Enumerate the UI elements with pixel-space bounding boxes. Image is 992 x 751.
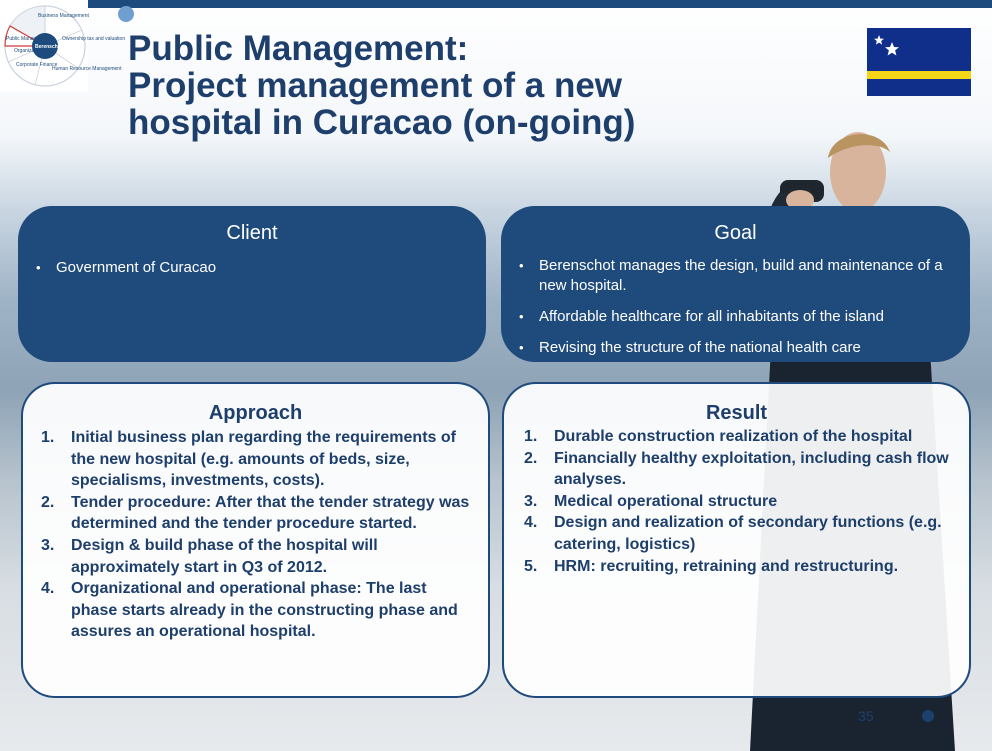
page-number: 35 (858, 708, 874, 724)
list-item: • Affordable healthcare for all inhabitants of the island (515, 307, 955, 327)
list-number: 2. (524, 449, 538, 467)
list-item: • Berenschot manages the design, build and maintenance of a new hospital. (515, 256, 955, 296)
list-number: 3. (41, 536, 55, 554)
diagram-segment-finance: Corporate Finance (16, 62, 58, 68)
list-text: Organizational and operational phase: The last phase starts already in the constructing phase and assures an operational hospital. (71, 580, 458, 641)
diagram-segment-organization: Organization (14, 48, 43, 54)
list-number: 2. (41, 493, 55, 511)
result-heading: Result (705, 402, 768, 424)
end-dot (922, 710, 934, 722)
title-line-3: hospital in Curacao (on-going) (128, 103, 636, 142)
goal-heading: Goal (714, 222, 757, 244)
list-text: Design & build phase of the hospital will approximately start in Q3 of 2012. (71, 536, 378, 576)
approach-heading: Approach (208, 402, 303, 424)
flag-yellow-stripe (867, 71, 971, 79)
client-heading: Client (226, 222, 278, 244)
goal-list (515, 256, 955, 369)
curacao-flag (867, 28, 971, 96)
approach-panel (21, 382, 490, 698)
list-item (524, 556, 960, 578)
list-text: Design and realization of secondary functions (e.g. catering, logistics) (554, 514, 942, 553)
list-item: • Revising the structure of the national health care (515, 338, 955, 358)
list-item (524, 426, 960, 448)
list-number: 4. (524, 514, 538, 532)
result-panel (502, 382, 971, 698)
list-item (41, 578, 471, 643)
list-item (524, 448, 960, 491)
title-line-2: Project management of a new (128, 66, 623, 105)
flag-stars-icon (873, 34, 903, 60)
diagram-segment-business: Business Management (38, 13, 89, 19)
diagram-segment-tax: Ownership tax and valuation (62, 36, 126, 42)
list-item (41, 492, 471, 535)
page-title (128, 30, 768, 141)
list-text: HRM: recruiting, retraining and restructuring. (554, 557, 899, 575)
list-item (41, 427, 471, 492)
list-item (524, 491, 960, 513)
diagram-segment-public: Public Management (6, 36, 51, 42)
client-panel (18, 206, 486, 362)
list-text: Financially healthy exploitation, including cash flow analyses. (554, 449, 949, 489)
approach-list (41, 427, 471, 643)
top-bar (88, 0, 992, 8)
diagram-center: Berenschot Group (35, 44, 79, 50)
diagram-segment-hr: Human Resource Management (52, 66, 122, 72)
list-number: 4. (41, 580, 55, 598)
top-bar-dot (118, 6, 134, 22)
list-text: Initial business plan regarding the requirements of the new hospital (e.g. amounts of beds, size, specialisms, investments, costs). (71, 429, 456, 490)
list-text: Medical operational structure (554, 492, 778, 510)
list-text: Tender procedure: After that the tender strategy was determined and the tender procedure started. (71, 493, 470, 533)
list-item (524, 512, 960, 555)
goal-panel (501, 206, 970, 362)
list-text: Durable construction realization of the hospital (554, 428, 913, 445)
list-number: 5. (524, 557, 538, 575)
client-list (32, 258, 472, 289)
list-number: 3. (524, 492, 538, 510)
list-item: • Government of Curacao (32, 258, 472, 278)
result-list (524, 426, 960, 577)
list-number: 1. (524, 428, 538, 445)
title-line-1: Public Management: (128, 29, 469, 68)
list-number: 1. (41, 429, 55, 446)
services-wheel-diagram (0, 0, 126, 92)
list-item (41, 535, 471, 578)
